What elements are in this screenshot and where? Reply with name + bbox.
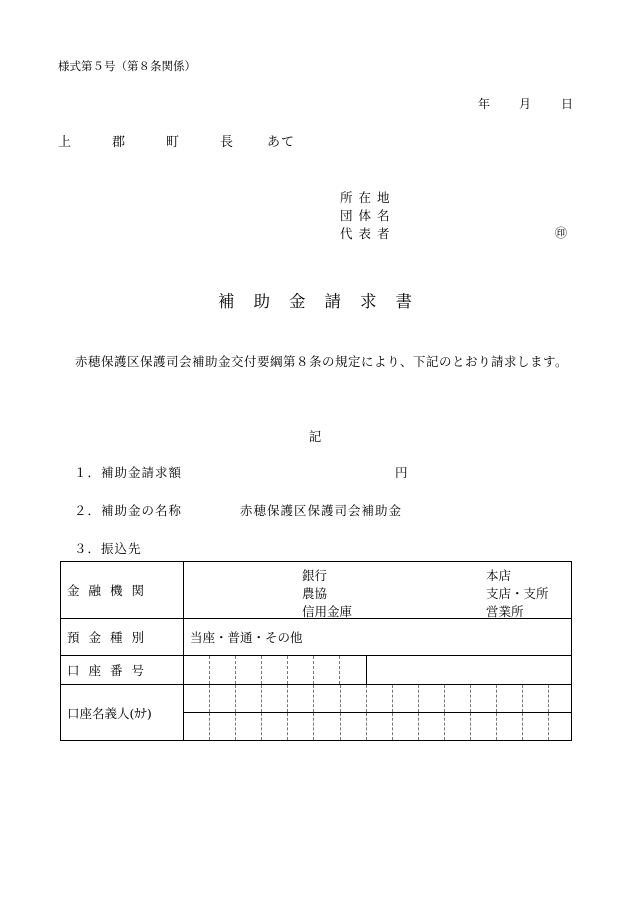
- account-holder-boxes: [184, 685, 571, 712]
- group-name-label: 団体名: [340, 208, 396, 223]
- financial-institution-cell[interactable]: [184, 562, 572, 619]
- account-holder-field-row2[interactable]: [184, 713, 572, 741]
- deposit-type-options[interactable]: 当座・普通・その他: [184, 619, 572, 656]
- address-label: 所在地: [340, 190, 396, 205]
- account-holder-label: 口座名義人(ｶﾅ): [61, 685, 184, 741]
- item-label: 補助金請求額: [101, 465, 183, 480]
- subsidy-name-value: 赤穂保護区保護司会補助金: [240, 503, 403, 518]
- date-month: 月: [519, 97, 532, 111]
- form-number: 様式第５号（第８条関係）: [58, 59, 196, 73]
- date-year: 年: [478, 97, 491, 111]
- addressee-title: 上 郡 町 長: [58, 135, 248, 150]
- bank-type-bank: 銀行: [302, 568, 328, 583]
- branch-type-branch: 支店・支所: [486, 586, 549, 601]
- item-number: １．: [74, 465, 102, 480]
- bank-info-table: [60, 561, 572, 741]
- branch-type-office: 営業所: [486, 604, 524, 619]
- account-number-field[interactable]: [184, 656, 572, 685]
- representative-label: 代表者: [340, 226, 396, 241]
- addressee-suffix: あて: [267, 135, 296, 150]
- item-subsidy-name: [74, 501, 182, 519]
- account-holder-boxes: [184, 713, 571, 740]
- addressee: [58, 131, 295, 150]
- body-text: 赤穂保護区保護司会補助金交付要綱第８条の規定により、下記のとおり請求します。: [75, 354, 569, 369]
- table-row: [61, 685, 572, 713]
- account-number-label: 口座番号: [61, 656, 184, 685]
- item-amount: [74, 463, 182, 481]
- item-number: ３．: [74, 541, 102, 556]
- table-row: [61, 656, 572, 685]
- seal-mark: ㊞: [555, 226, 568, 240]
- bank-type-shinkin: 信用金庫: [302, 604, 353, 619]
- item-label: 補助金の名称: [101, 503, 183, 518]
- table-row: [61, 562, 572, 619]
- account-holder-field-row1[interactable]: [184, 685, 572, 713]
- ki-mark: 記: [308, 429, 322, 444]
- account-number-boxes: [184, 656, 367, 684]
- date-day: 日: [561, 97, 574, 111]
- branch-type-head: 本店: [486, 568, 512, 583]
- amount-unit: 円: [395, 465, 409, 480]
- bank-type-nokyo: 農協: [302, 586, 328, 601]
- item-label: 振込先: [101, 541, 142, 556]
- financial-institution-label: 金融機関: [61, 562, 184, 619]
- item-transfer: [74, 539, 142, 557]
- document-title: 補助金請求書: [218, 292, 431, 311]
- deposit-type-label: 預金種別: [61, 619, 184, 656]
- item-number: ２．: [74, 503, 102, 518]
- table-row: [61, 619, 572, 656]
